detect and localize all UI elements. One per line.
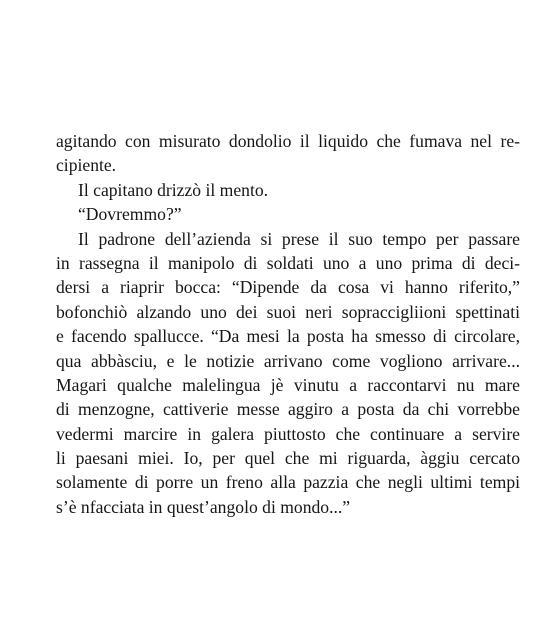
text-line: di menzogne, cattiverie messe aggiro a posta da chi vorrebbe [56, 399, 520, 420]
text-line: Il capitano drizzò il mento. [78, 179, 269, 200]
text-line: e facendo spallucce. “Da mesi la posta ha smesso di circolare, [56, 326, 520, 347]
text-line: li paesani miei. Io, per quel che mi riguarda, àggiu cercato [56, 448, 520, 469]
text-line: vedermi marcire in galera piuttosto che continuare a servire [56, 423, 520, 444]
text-line: dersi a riaprir bocca: “Dipende da cosa vi hanno riferito,” [56, 277, 520, 298]
text-line: bofonchiò alzando uno dei suoi neri sopraccigliioni spettinati [56, 301, 520, 322]
text-line: in rassegna il manipolo di soldati uno a uno prima di deci- [56, 252, 520, 273]
text-line: Magari qualche malelingua jè vinutu a raccontarvi nu mare [56, 374, 520, 395]
text-line: Il padrone dell’azienda si prese il suo tempo per passare [78, 228, 520, 249]
text-line: solamente di porre un freno alla pazzia che negli ultimi tempi [56, 472, 520, 493]
text-line: cipiente. [56, 155, 117, 176]
text-line: qua abbàsciu, e le notizie arrivano come vogliono arrivare... [56, 350, 520, 371]
text-line: agitando con misurato dondolio il liquido che fumava nel re- [56, 131, 520, 151]
text-line: s’è nfacciata in quest’angolo di mondo...” [56, 496, 351, 517]
body-text [56, 129, 520, 519]
text-line: “Dovremmo?” [78, 204, 182, 225]
